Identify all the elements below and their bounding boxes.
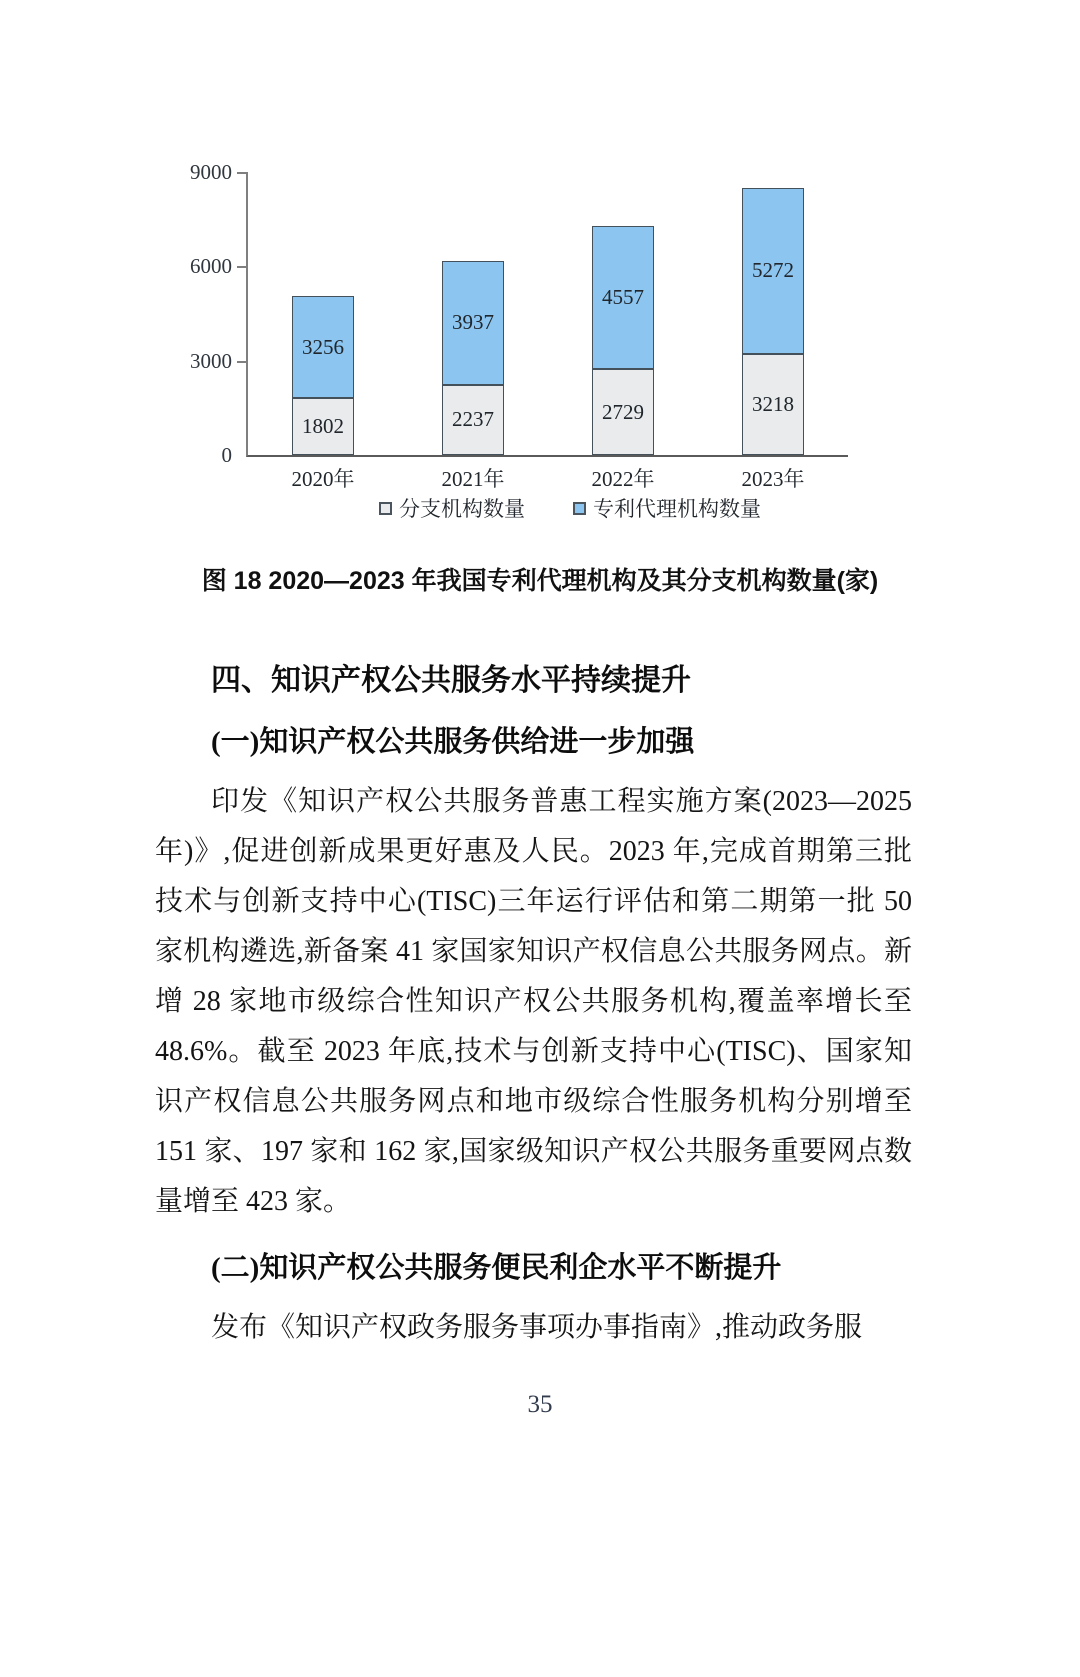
y-axis-tick-mark [237, 266, 247, 268]
bar-segment [292, 296, 354, 398]
bar-value-label: 5272 [752, 258, 794, 283]
bar-value-label: 4557 [602, 285, 644, 310]
bar-value-label: 1802 [302, 414, 344, 439]
y-axis-tick-label: 0 [221, 443, 232, 467]
section-heading-4: 四、知识产权公共服务水平持续提升 [211, 664, 691, 697]
legend-item [573, 493, 761, 523]
bar-value-label: 2237 [452, 407, 494, 432]
report-page [0, 150, 1080, 1419]
y-axis-tick-label: 3000 [190, 348, 232, 373]
page-number: 35 [527, 1391, 553, 1418]
bar-value-label: 3218 [752, 391, 794, 416]
y-axis-tick-mark [237, 172, 247, 174]
chart-legend [30, 493, 1080, 523]
bar-segment [592, 226, 654, 369]
bar-segment [442, 385, 504, 455]
text-column [155, 661, 912, 1353]
figure-caption: 图 18 2020—2023 年我国专利代理机构及其分支机构数量(家) [201, 567, 879, 595]
bar-value-label: 3937 [452, 310, 494, 335]
chart-plot-area [190, 160, 848, 491]
legend-label: 专利代理机构数量 [593, 497, 761, 521]
bar-segment [442, 261, 504, 385]
legend-swatch-icon [379, 502, 392, 515]
subsection-heading-2: (二)知识产权公共服务便民利企水平不断提升 [211, 1252, 782, 1284]
legend-label: 分支机构数量 [399, 497, 525, 521]
x-axis-category-label: 2023年 [741, 467, 805, 491]
y-axis-tick-label: 9000 [190, 160, 232, 184]
bar-value-label: 2729 [602, 399, 644, 424]
figure-18-chart [170, 150, 910, 491]
bar-segment [742, 354, 804, 455]
bar-segment [592, 369, 654, 455]
x-axis-category-label: 2021年 [441, 467, 505, 491]
y-axis-tick-mark [237, 361, 247, 363]
legend-swatch-icon [573, 502, 586, 515]
bar-segment [292, 398, 354, 455]
paragraph-1: 印发《知识产权公共服务普惠工程实施方案(2023—2025 年)》,促进创新成果更好惠及人民。2023 年,完成首期第三批技术与创新支持中心(TISC)三年运行评估和第二期第一批 50 家机构遴选,新备案 41 家国家知识产权信息公共服务网点。新增 28 家地市级综合性知识产权公共服务机构,覆盖率增长至 48.6%。截至 2023 年底,技术与创新支持中心(TISC)、国家知识产权信息公共服务网点和地市级综合性服务机构分别增至 151 家、197 家和 162 家,国家级知识产权公共服务重要网点数量增至 423 家。 [155, 786, 912, 1217]
legend-item [379, 493, 525, 523]
bar-value-label: 3256 [302, 334, 344, 359]
x-axis-category-label: 2022年 [591, 467, 655, 491]
subsection-heading-1: (一)知识产权公共服务供给进一步加强 [211, 726, 695, 758]
x-axis-category-label: 2020年 [291, 467, 355, 491]
y-axis-tick-label: 6000 [190, 254, 232, 279]
paragraph-2: 发布《知识产权政务服务事项办事指南》,推动政务服 [211, 1312, 863, 1343]
bar-segment [742, 188, 804, 354]
